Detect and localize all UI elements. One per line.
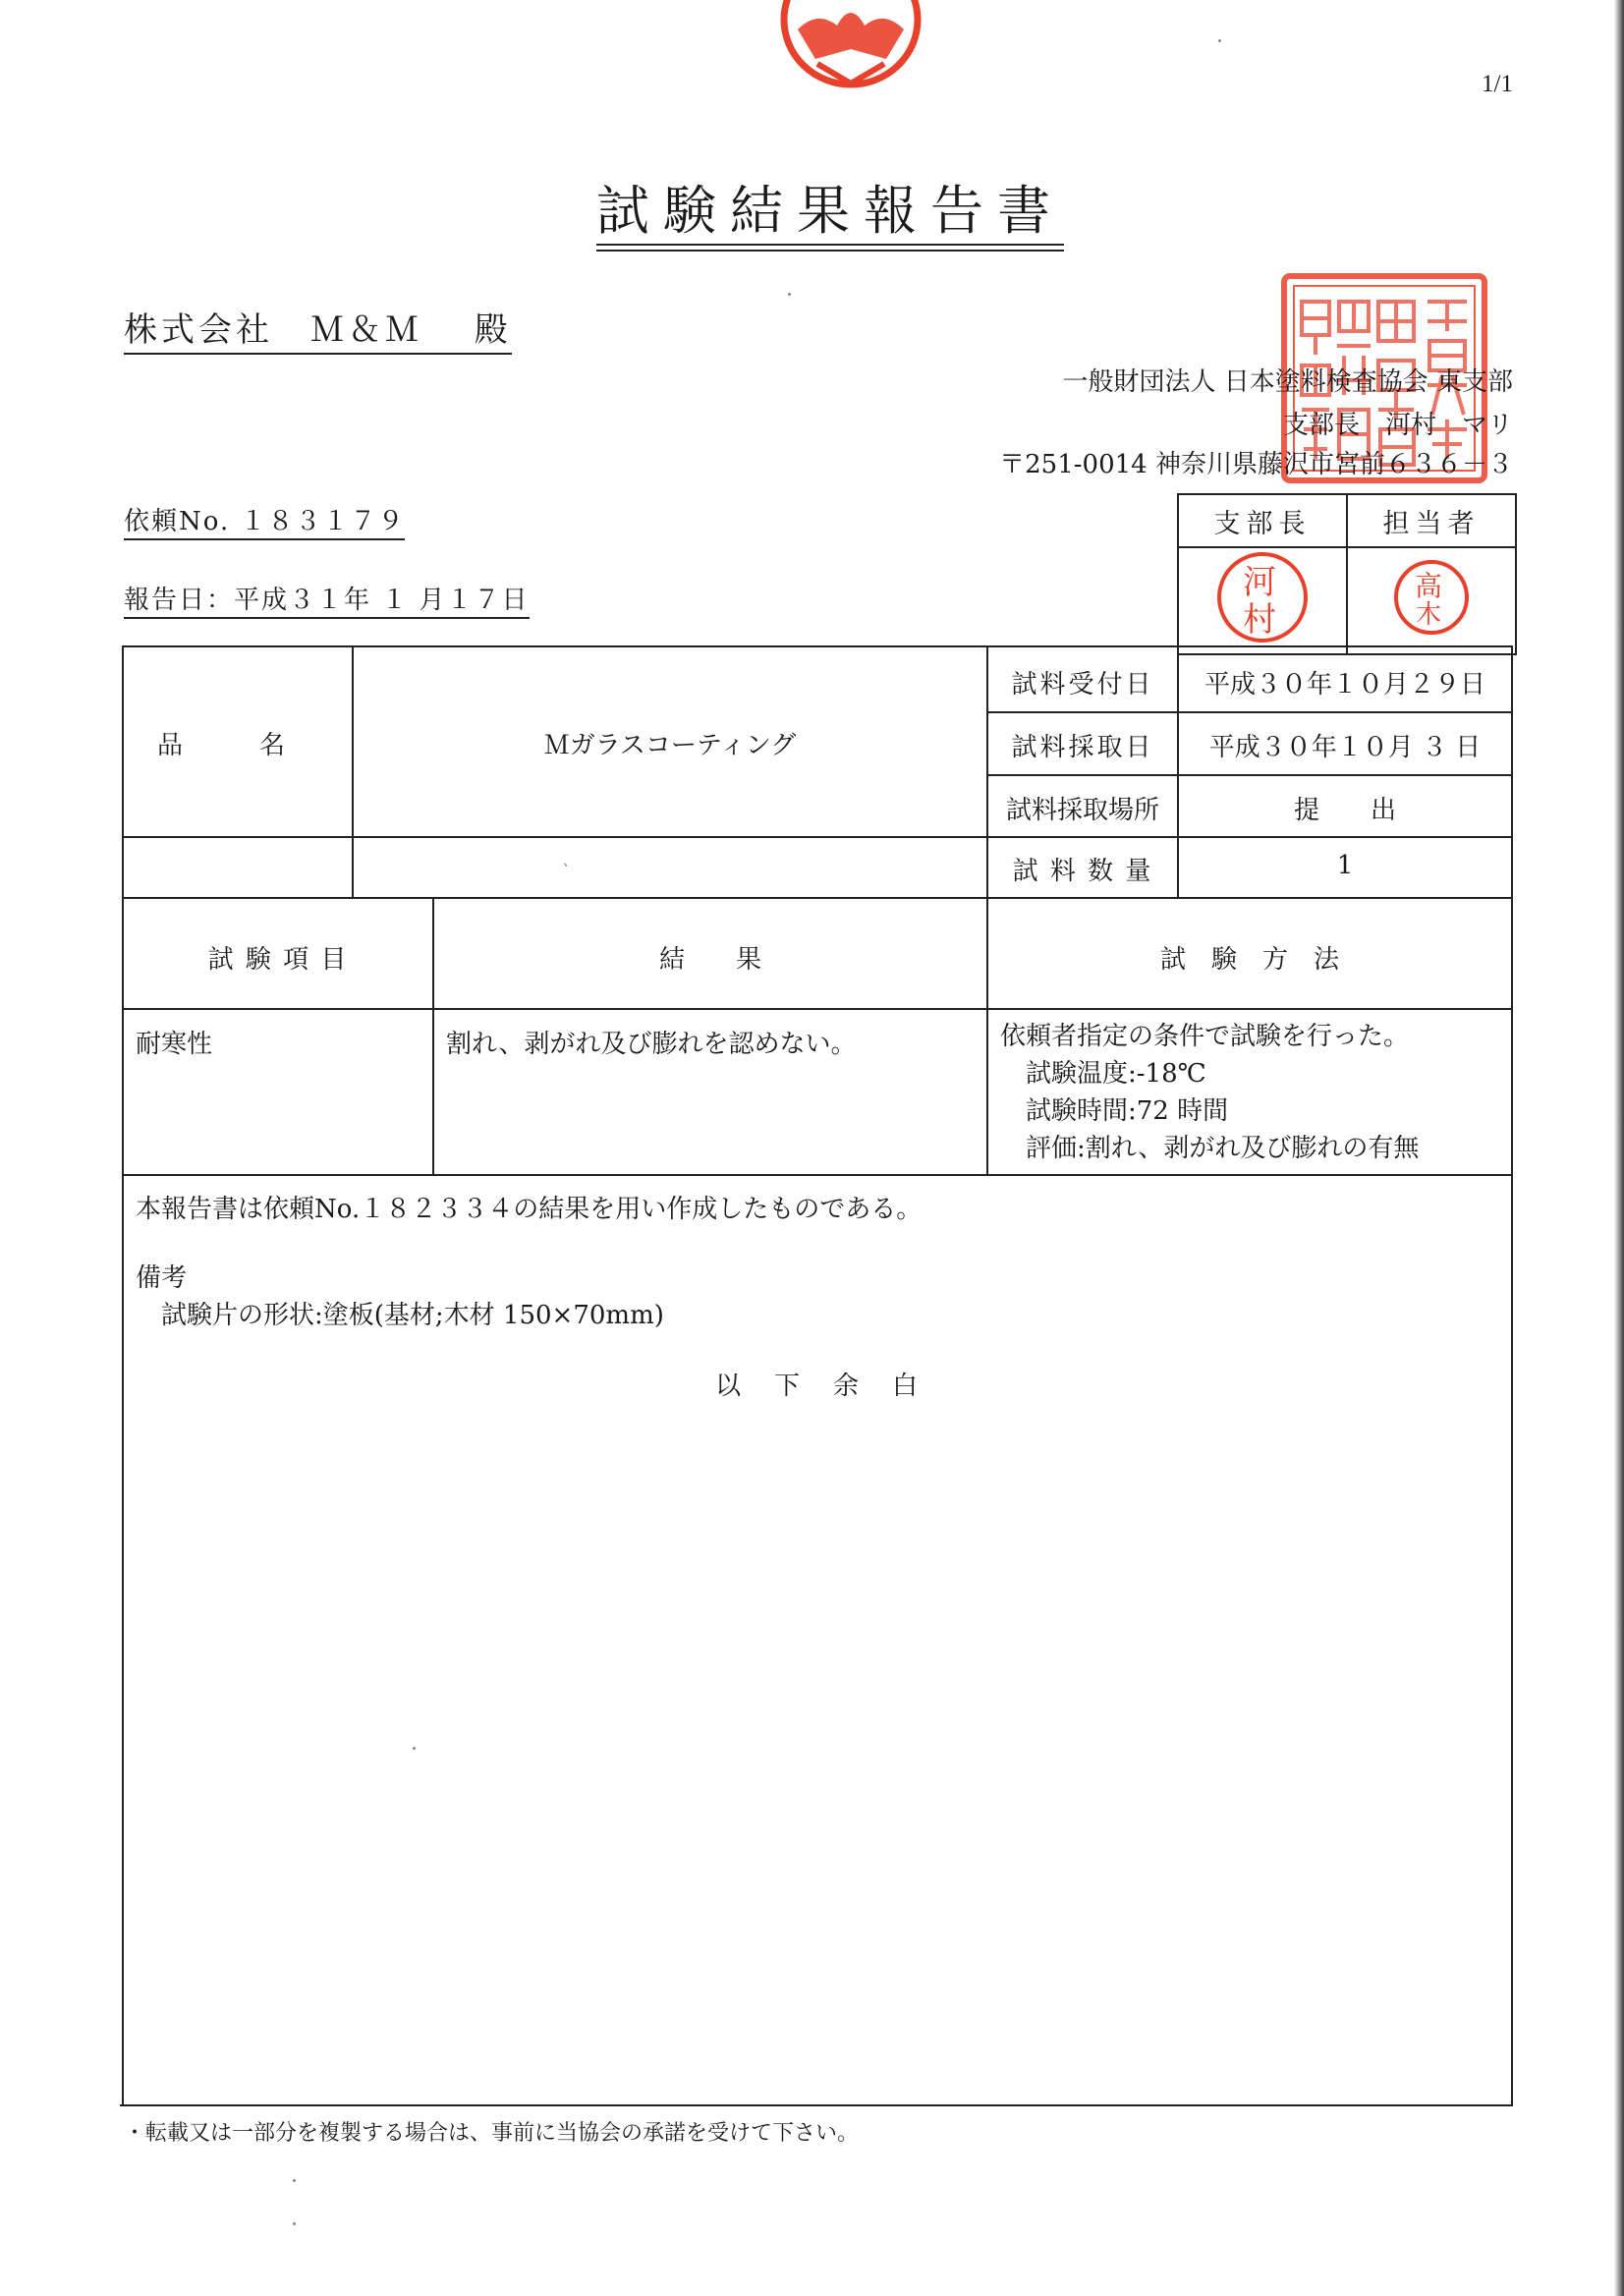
- result-item: 耐寒性: [136, 1030, 213, 1059]
- svg-text:村: 村: [1243, 600, 1282, 640]
- top-seal: [778, 0, 924, 96]
- notes-statement: 本報告書は依頼No.１８２３３４の結果を用い作成したものである。: [136, 1195, 923, 1224]
- sample-name-value: Ｍガラスコーティング: [543, 731, 797, 760]
- sample-extra-value: 、: [563, 854, 577, 869]
- result-value: 割れ、剥がれ及び膨れを認めない。: [446, 1030, 857, 1059]
- sampling-place-value: 提 出: [1293, 796, 1396, 825]
- approval-table: [1177, 493, 1517, 655]
- person-in-charge-seal-cell: [1347, 547, 1516, 654]
- sampled-date-label: 試料採取日: [1011, 733, 1154, 762]
- sample-name-label: 品 名: [157, 731, 286, 760]
- issuer-address: 〒251-0014 神奈川県藤沢市宮前６３６－３: [999, 450, 1513, 479]
- sample-row-d: [122, 897, 1511, 899]
- sample-row-b: [986, 774, 1511, 776]
- person-in-charge-label: 担当者: [1347, 494, 1516, 547]
- sample-col-2: [986, 645, 988, 1176]
- person-in-charge-seal: [1390, 556, 1473, 639]
- request-number: 依頼No. １８３１７９: [124, 501, 405, 540]
- result-method: [1000, 1018, 1419, 1167]
- results-header-method: 試 験 方 法: [1159, 945, 1339, 975]
- results-header-bottom: [122, 1008, 1511, 1010]
- issuer-organization: 一般財団法人 日本塗料検査協会 東支部: [1062, 367, 1513, 397]
- scan-speck: [293, 2222, 296, 2225]
- recipient: 株式会社 Ｍ＆Ｍ 殿: [124, 303, 512, 355]
- svg-text:高: 高: [1414, 570, 1449, 602]
- sampled-date-value: 平成３０年１０月 ３ 日: [1208, 733, 1482, 762]
- method-line: 依頼者指定の条件で試験を行った。: [1000, 1022, 1410, 1051]
- results-header-result: 結 果: [658, 945, 761, 975]
- issuer-branch-head: 支部長 河村 マリ: [1282, 411, 1513, 440]
- sampling-place-label: 試料採取場所: [1005, 796, 1159, 825]
- method-line: 試験温度:-18℃: [1000, 1059, 1206, 1089]
- quantity-label: 試 料 数 量: [1012, 857, 1153, 886]
- branch-head-seal: [1213, 548, 1312, 646]
- method-line: 試験時間:72 時間: [1000, 1096, 1229, 1126]
- scan-speck: [293, 2179, 296, 2182]
- branch-head-label: 支部長: [1178, 494, 1347, 547]
- results-bottom: [122, 1174, 1511, 1176]
- svg-text:河: 河: [1243, 563, 1282, 602]
- scan-speck: [1218, 39, 1221, 42]
- method-line: 評価:割れ、剥がれ及び膨れの有無: [1000, 1134, 1420, 1163]
- remarks-line: 試験片の形状:塗板(基材;木材 150×70mm): [136, 1301, 664, 1330]
- results-header-item: 試 験 項 目: [207, 945, 349, 975]
- page-number: 1/1: [1482, 71, 1513, 97]
- quantity-value: 1: [1336, 851, 1354, 880]
- branch-head-seal-cell: [1178, 547, 1347, 654]
- scan-speck: [788, 293, 791, 296]
- scan-page-edge: [1614, 0, 1624, 2296]
- scan-speck: [413, 1747, 416, 1750]
- sample-row-a: [986, 711, 1511, 713]
- svg-text:木: 木: [1415, 600, 1448, 630]
- sample-row-c: [122, 836, 1511, 838]
- frame-bottom: [120, 2104, 1513, 2106]
- report-date: 報告日：平成３１年 １ 月１７日: [124, 580, 530, 619]
- document-title: 試験結果報告書: [0, 169, 1624, 245]
- frame-top: [122, 645, 1513, 647]
- received-date-label: 試料受付日: [1011, 670, 1154, 700]
- remarks-label: 備考: [136, 1263, 188, 1293]
- received-date-value: 平成３０年１０月２９日: [1204, 670, 1485, 700]
- blank-below-marker: 以 下 余 白: [714, 1372, 922, 1401]
- footer-note: ・転載又は一部分を複製する場合は、事前に当協会の承諾を受けて下さい。: [124, 2121, 860, 2146]
